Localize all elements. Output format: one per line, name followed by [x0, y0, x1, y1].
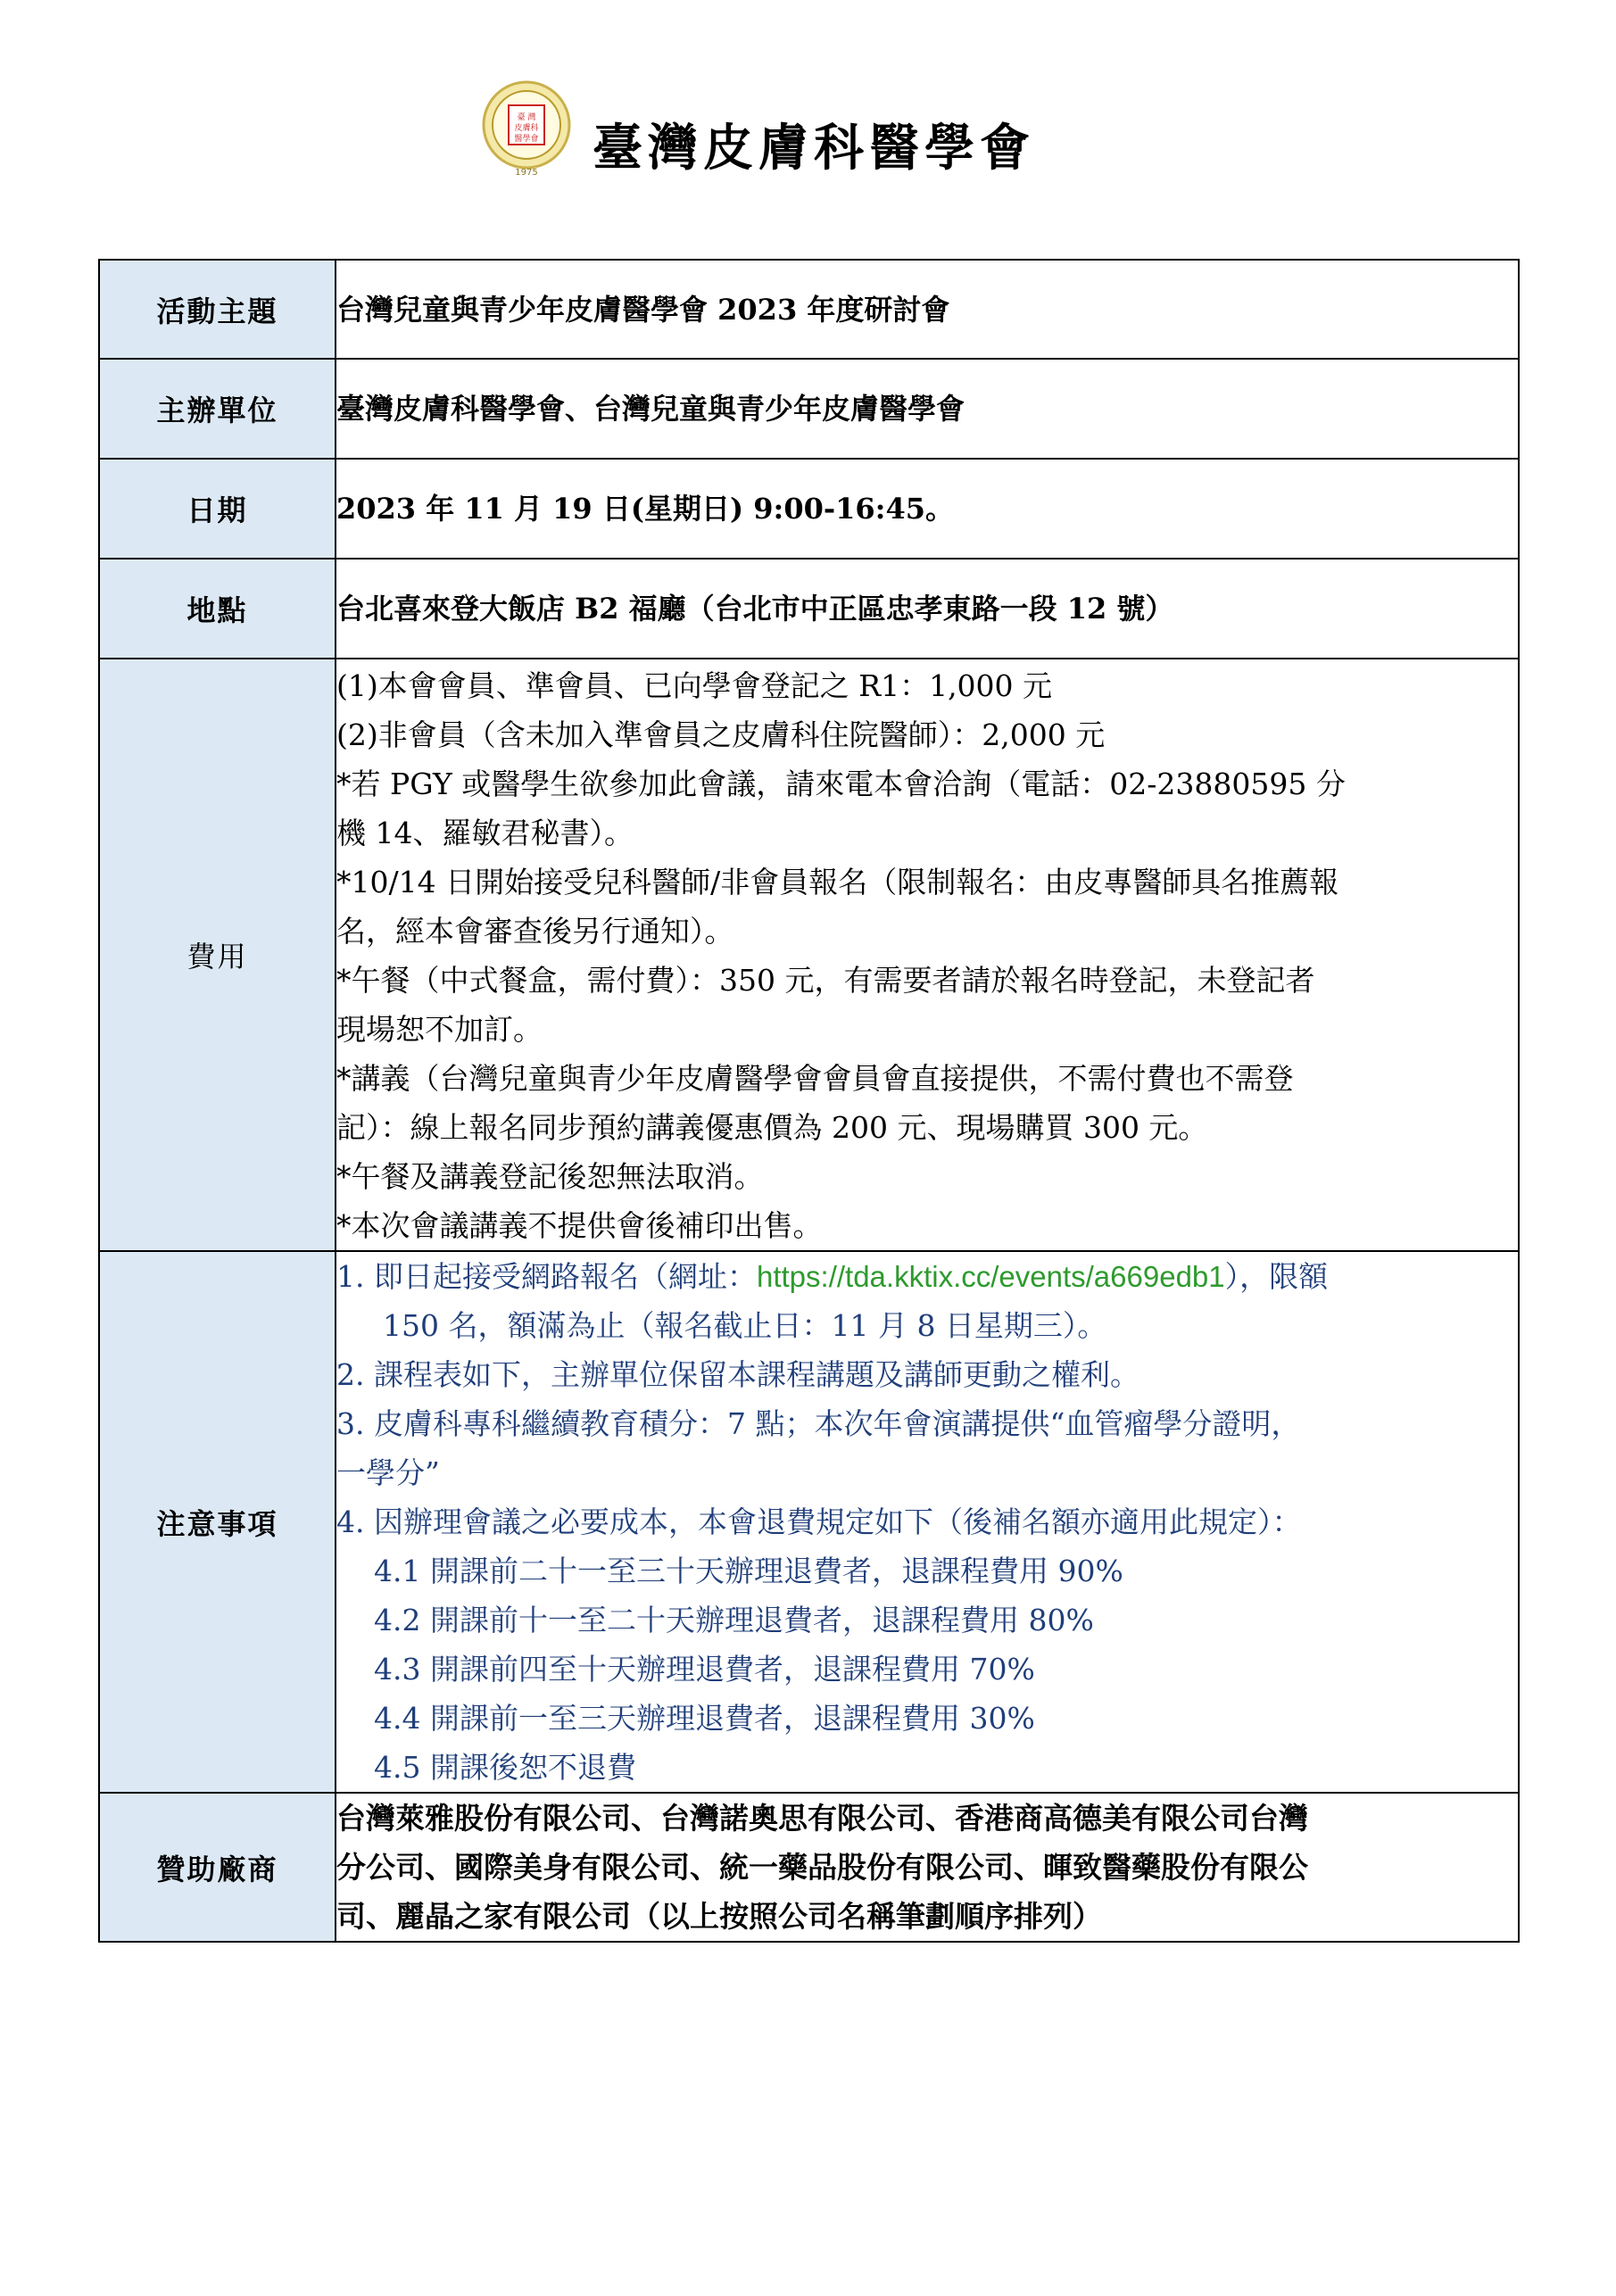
date-value: 2023 年 11 月 19 日(星期日) 9:00-16:45。	[336, 459, 1519, 559]
sponsors-value	[336, 1793, 1519, 1942]
notes-details	[336, 1252, 1518, 1792]
page-header	[0, 71, 1616, 205]
fee-line: *講義（台灣兒童與青少年皮膚醫學會會員會直接提供，不需付費也不需登	[336, 1061, 1294, 1096]
location-value: 台北喜來登大飯店 B2 福廳（台北市中正區忠孝東路一段 12 號）	[336, 559, 1519, 659]
fee-line: 現場恕不加訂。	[336, 1012, 543, 1047]
refund-rule: 4.2 開課前十一至二十天辦理退費者，退課程費用 80%	[374, 1603, 1094, 1637]
fee-details	[336, 659, 1518, 1250]
registration-link[interactable]: https://tda.kktix.cc/events/a669edb1	[756, 1260, 1225, 1293]
row-date	[99, 459, 1519, 559]
note-item-2: 2. 課程表如下，主辦單位保留本課程講題及講師更動之權利。	[336, 1357, 1139, 1392]
organizer-value: 臺灣皮膚科醫學會、台灣兒童與青少年皮膚醫學會	[336, 359, 1519, 459]
association-logo	[480, 75, 573, 182]
row-location	[99, 559, 1519, 659]
note-item-3: 3. 皮膚科專科繼續教育積分：7 點；本次年會演講提供“血管瘤學分證明，	[336, 1406, 1301, 1441]
sponsor-list	[336, 1794, 1518, 1941]
row-topic	[99, 260, 1519, 359]
organization-title: 臺灣皮膚科醫學會	[593, 119, 1035, 178]
note-item-1-cont: 150 名，額滿為止（報名截止日：11 月 8 日星期三）。	[383, 1308, 1107, 1343]
row-fee	[99, 659, 1519, 1251]
sponsors-label: 贊助廠商	[99, 1793, 336, 1942]
fee-line: *午餐及講義登記後恕無法取消。	[336, 1159, 764, 1194]
refund-rule: 4.5 開課後恕不退費	[374, 1750, 636, 1785]
note-item-1	[336, 1252, 1518, 1301]
note-text: ），限額	[1224, 1259, 1329, 1294]
topic-label: 活動主題	[99, 260, 336, 359]
fee-value	[336, 659, 1519, 1251]
fee-line: 機 14、羅敏君秘書）。	[336, 816, 634, 850]
fee-line: 記）：線上報名同步預約講義優惠價為 200 元、現場購買 300 元。	[336, 1110, 1208, 1145]
date-label: 日期	[99, 459, 336, 559]
fee-line: *本次會議講義不提供會後補印出售。	[336, 1208, 823, 1243]
fee-label: 費用	[99, 659, 336, 1251]
svg-text:臺 灣: 臺 灣	[517, 113, 536, 122]
topic-value: 台灣兒童與青少年皮膚醫學會 2023 年度研討會	[336, 260, 1519, 359]
location-label: 地點	[99, 559, 336, 659]
svg-text:1975: 1975	[515, 168, 538, 178]
refund-rule: 4.1 開課前二十一至三十天辦理退費者，退課程費用 90%	[374, 1554, 1123, 1588]
notes-value	[336, 1251, 1519, 1793]
sponsor-line: 台灣萊雅股份有限公司、台灣諾奧思有限公司、香港商高德美有限公司台灣	[336, 1801, 1308, 1836]
refund-rule: 4.3 開課前四至十天辦理退費者，退課程費用 70%	[374, 1652, 1035, 1687]
fee-line: *午餐（中式餐盒，需付費）：350 元，有需要者請於報名時登記，未登記者	[336, 963, 1315, 998]
sponsor-line: 分公司、國際美身有限公司、統一藥品股份有限公司、暉致醫藥股份有限公	[336, 1850, 1308, 1885]
svg-text:醫學會: 醫學會	[514, 135, 539, 144]
row-sponsors	[99, 1793, 1519, 1942]
fee-line: *若 PGY 或醫學生欲參加此會議，請來電本會洽詢（電話：02-23880595 分	[336, 767, 1346, 801]
fee-line: (2)非會員（含未加入準會員之皮膚科住院醫師）：2,000 元	[336, 717, 1106, 752]
note-item-4: 4. 因辦理會議之必要成本，本會退費規定如下（後補名額亦適用此規定）：	[336, 1504, 1302, 1539]
notes-label: 注意事項	[99, 1251, 336, 1793]
note-text: 1. 即日起接受網路報名（網址：	[336, 1259, 757, 1294]
note-item-3-cont: 一學分”	[336, 1455, 440, 1490]
event-info-table	[98, 259, 1520, 1943]
fee-line: 名，經本會審查後另行通知）。	[336, 914, 734, 949]
fee-line: *10/14 日開始接受兒科醫師/非會員報名（限制報名：由皮專醫師具名推薦報	[336, 865, 1339, 899]
row-organizer	[99, 359, 1519, 459]
svg-text:皮膚科: 皮膚科	[514, 124, 539, 133]
row-notes	[99, 1251, 1519, 1793]
refund-rule: 4.4 開課前一至三天辦理退費者，退課程費用 30%	[374, 1701, 1035, 1736]
fee-line: (1)本會會員、準會員、已向學會登記之 R1：1,000 元	[336, 668, 1053, 703]
organizer-label: 主辦單位	[99, 359, 336, 459]
sponsor-line: 司、麗晶之家有限公司（以上按照公司名稱筆劃順序排列）	[336, 1899, 1102, 1934]
